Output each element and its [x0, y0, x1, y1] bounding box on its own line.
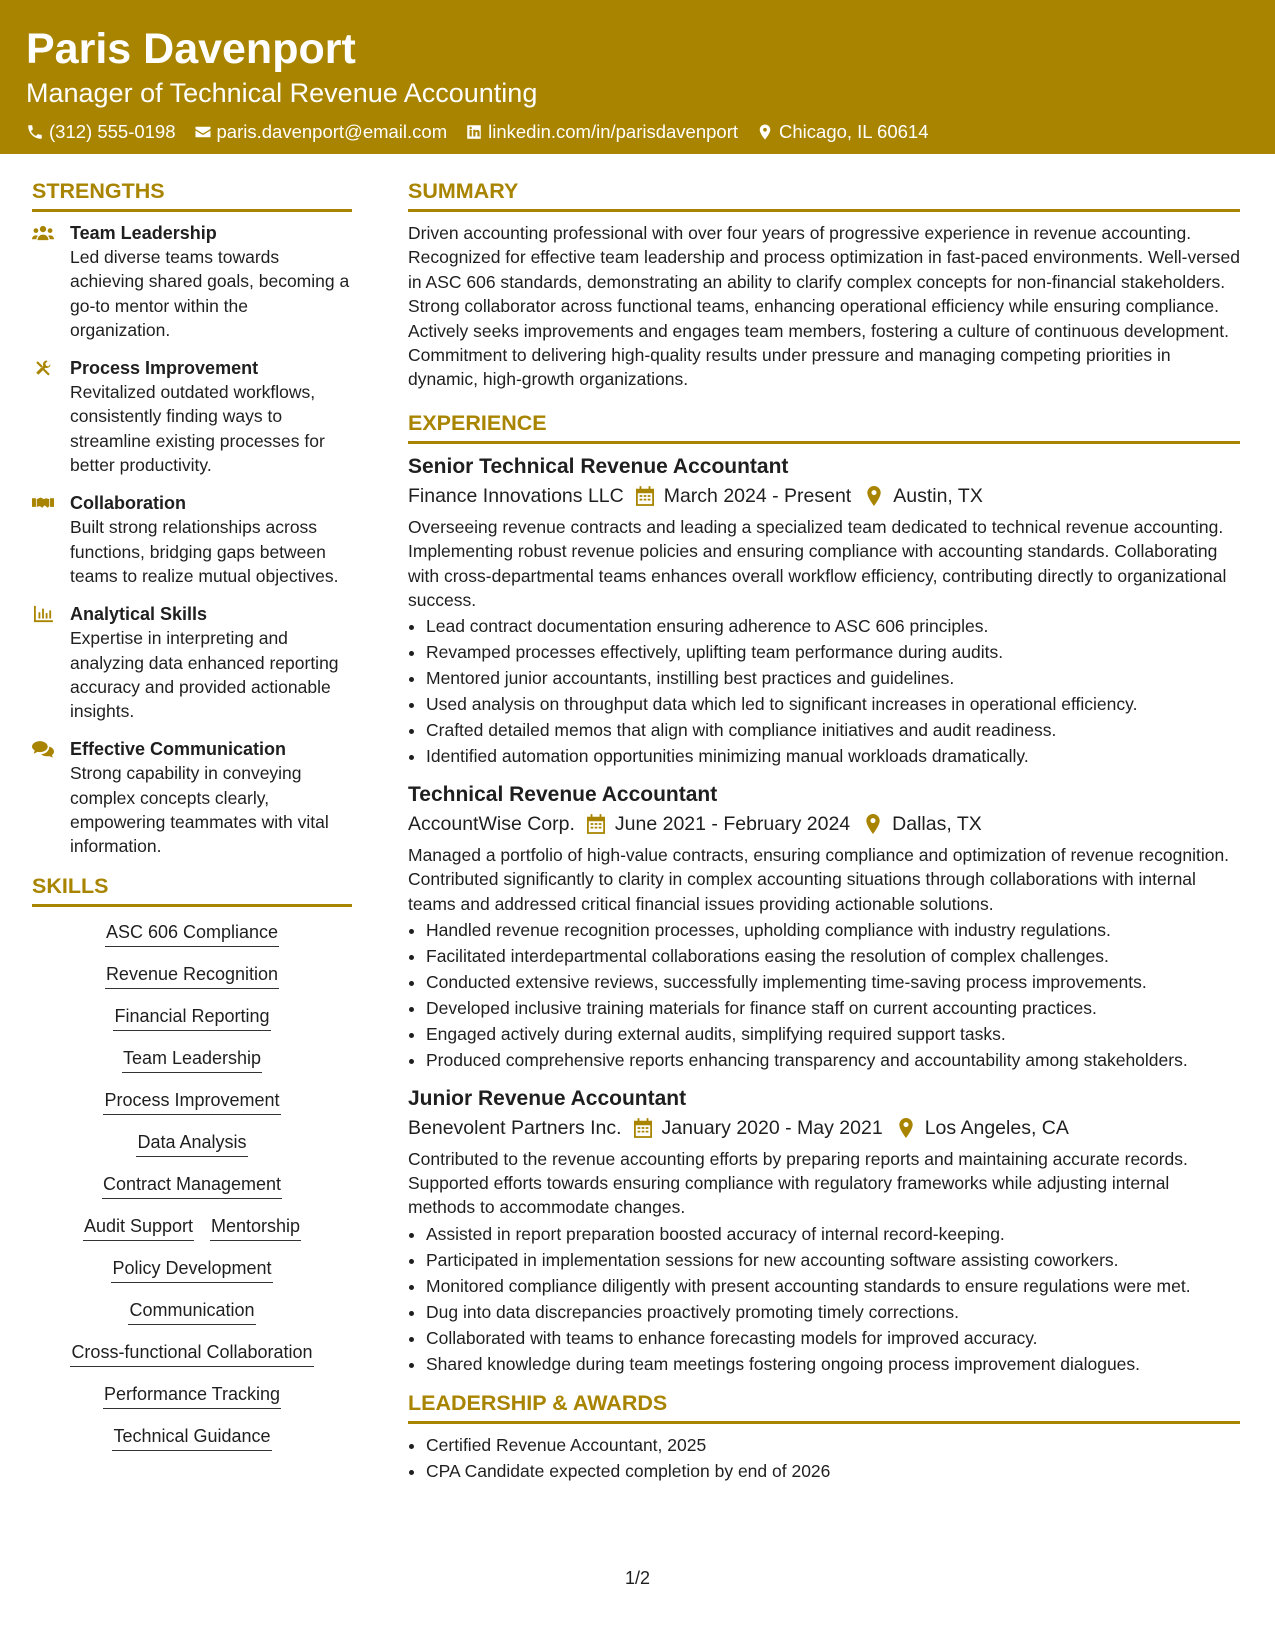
- job-title: Technical Revenue Accountant: [408, 782, 718, 806]
- skill-tag: Data Analysis: [136, 1130, 247, 1157]
- handshake-icon: [32, 494, 54, 512]
- list-item: • Crafted detailed memos that align with compliance initiatives and audit readiness.: [426, 718, 1240, 742]
- strength-title: Process Improvement: [70, 358, 259, 379]
- phone-text: (312) 555-0198: [49, 121, 176, 142]
- list-item: • Conducted extensive reviews, successfully implementing time-saving process improvements.: [426, 970, 1240, 994]
- skill-tag: Financial Reporting: [113, 1004, 270, 1031]
- list-item: • Certified Revenue Accountant, 2025: [426, 1433, 1240, 1457]
- contact-email[interactable]: [194, 120, 448, 144]
- comments-icon: [32, 740, 54, 758]
- page-number: 1/2: [624, 1568, 651, 1588]
- strengths-heading: STRENGTHS: [32, 178, 352, 212]
- strength-item: [32, 356, 352, 477]
- job-entry: [408, 1085, 1240, 1377]
- skill-tag: ASC 606 Compliance: [105, 920, 279, 947]
- email-text: paris.davenport@email.com: [216, 121, 448, 142]
- job-meta: [408, 481, 1240, 511]
- left-column: [32, 178, 352, 1466]
- summary-text: Driven accounting professional with over four years of progressive experience in revenue accounting. Recognized for effective team leadership and process optimization in fast-paced environments. Well-versed in ASC 606 standards, demonstrating an ability to clarify complex concepts for non-financial stakeholders. Strong collaborator across functional teams, enhancing operational efficiency while ensuring compliance. Actively seeks improvements and engages team members, fostering a culture of continuous development. Commitment to delivering high-quality results under pressure and managing competing priorities in dynamic, high-growth organizations.: [408, 223, 1241, 390]
- tools-icon: [32, 359, 54, 377]
- company-name: Finance Innovations LLC: [408, 484, 624, 507]
- strength-title: Effective Communication: [70, 739, 287, 760]
- location-text: Chicago, IL 60614: [779, 121, 929, 142]
- contact-location: [756, 120, 928, 144]
- phone-icon: [26, 123, 44, 141]
- skill-tag: Performance Tracking: [103, 1382, 281, 1409]
- candidate-name: Paris Davenport: [26, 25, 356, 73]
- resume-header: [0, 0, 1275, 154]
- calendar-icon: [636, 486, 654, 506]
- list-item: • Engaged actively during external audits, simplifying required support tasks.: [426, 1022, 1240, 1046]
- job-description: Overseeing revenue contracts and leading a specialized team dedicated to technical revenue accounting. Implementing robust revenue policies and ensuring compliance with accounting standards. Collaborating with cross-departmental teams enhances overall workflow efficiency, contributing directly to organizational success.: [408, 516, 1227, 611]
- skill-tag: Revenue Recognition: [105, 962, 279, 989]
- envelope-icon: [194, 123, 212, 141]
- job-location: Dallas, TX: [892, 812, 982, 835]
- strength-item: [32, 737, 352, 858]
- list-item: • Shared knowledge during team meetings fostering ongoing process improvement dialogues.: [426, 1352, 1240, 1376]
- skill-tag: Team Leadership: [122, 1046, 262, 1073]
- map-pin-icon: [864, 814, 882, 834]
- skill-tag: Technical Guidance: [112, 1424, 271, 1451]
- list-item: • Assisted in report preparation boosted accuracy of internal record-keeping.: [426, 1222, 1240, 1246]
- skill-tag: Audit Support: [83, 1214, 194, 1241]
- job-description: Managed a portfolio of high-value contracts, ensuring compliance and optimization of revenue recognition. Contributed significantly to clarity in complex accounting situations through collaborations with internal teams and addressed critical financial issues providing actionable solutions.: [408, 844, 1230, 914]
- list-item: • Handled revenue recognition processes, upholding compliance with industry regulations.: [426, 918, 1240, 942]
- job-description: Contributed to the revenue accounting efforts by preparing reports and maintaining accurate records. Supported efforts towards ensuring compliance with regulatory frameworks while adjusting internal methods to accommodate changes.: [408, 1148, 1188, 1218]
- job-bullets: [408, 918, 1240, 1072]
- list-item: • Collaborated with teams to enhance forecasting models for improved accuracy.: [426, 1326, 1240, 1350]
- awards-heading: LEADERSHIP & AWARDS: [408, 1390, 1240, 1424]
- job-title: Junior Revenue Accountant: [408, 1086, 687, 1110]
- strength-item: [32, 602, 352, 723]
- skills-heading: SKILLS: [32, 873, 352, 907]
- calendar-icon: [634, 1118, 652, 1138]
- skill-tag: Cross-functional Collaboration: [70, 1340, 313, 1367]
- list-item: • Used analysis on throughput data which led to significant increases in operational efficiency.: [426, 692, 1240, 716]
- strength-desc: Revitalized outdated workflows, consistently finding ways to streamline existing processes for better productivity.: [70, 382, 325, 476]
- list-item: • Dug into data discrepancies proactively promoting timely corrections.: [426, 1300, 1240, 1324]
- list-item: • Monitored compliance diligently with present accounting standards to ensure regulations were met.: [426, 1274, 1240, 1298]
- strength-item: [32, 491, 352, 588]
- job-entry: [408, 781, 1240, 1073]
- skill-tag: Communication: [128, 1298, 255, 1325]
- skill-tag: Mentorship: [210, 1214, 301, 1241]
- list-item: • Participated in implementation sessions for new accounting software assisting coworkers.: [426, 1248, 1240, 1272]
- job-dates: March 2024 - Present: [663, 484, 852, 507]
- strength-desc: Expertise in interpreting and analyzing data enhanced reporting accuracy and provided actionable insights.: [70, 628, 339, 722]
- skill-tag: Contract Management: [102, 1172, 282, 1199]
- list-item: • Revamped processes effectively, uplifting team performance during audits.: [426, 640, 1240, 664]
- list-item: • Produced comprehensive reports enhancing transparency and accountability among stakeholders.: [426, 1048, 1240, 1072]
- company-name: Benevolent Partners Inc.: [408, 1116, 622, 1139]
- contact-bar: [26, 120, 1249, 144]
- job-bullets: [408, 1222, 1240, 1376]
- job-location: Los Angeles, CA: [924, 1116, 1069, 1139]
- map-pin-icon: [865, 486, 883, 506]
- job-bullets: [408, 614, 1240, 768]
- skills-list: [32, 920, 352, 1451]
- awards-list: [408, 1433, 1240, 1483]
- job-entry: [408, 453, 1240, 769]
- contact-phone[interactable]: [26, 120, 176, 144]
- job-location: Austin, TX: [893, 484, 983, 507]
- skill-tag: Process Improvement: [103, 1088, 280, 1115]
- list-item: • Facilitated interdepartmental collaborations easing the resolution of complex challenges.: [426, 944, 1240, 968]
- strength-title: Analytical Skills: [70, 604, 208, 625]
- list-item: • Mentored junior accountants, instilling best practices and guidelines.: [426, 666, 1240, 690]
- strength-title: Collaboration: [70, 493, 186, 514]
- right-column: [408, 178, 1240, 1485]
- list-item: • Identified automation opportunities minimizing manual workloads dramatically.: [426, 744, 1240, 768]
- users-icon: [32, 224, 54, 242]
- candidate-title: Manager of Technical Revenue Accounting: [26, 78, 538, 108]
- list-item: • Lead contract documentation ensuring adherence to ASC 606 principles.: [426, 614, 1240, 638]
- strength-desc: Built strong relationships across functions, bridging gaps between teams to realize mutual objectives.: [70, 517, 339, 586]
- map-pin-icon: [756, 123, 774, 141]
- strength-desc: Strong capability in conveying complex concepts clearly, empowering teammates with vital information.: [70, 763, 329, 857]
- company-name: AccountWise Corp.: [408, 812, 575, 835]
- list-item: • Developed inclusive training materials for finance staff on current accounting practices.: [426, 996, 1240, 1020]
- map-pin-icon: [897, 1118, 915, 1138]
- linkedin-text: linkedin.com/in/parisdavenport: [488, 121, 739, 142]
- strength-item: [32, 221, 352, 342]
- contact-linkedin[interactable]: [465, 120, 738, 144]
- strength-desc: Led diverse teams towards achieving shared goals, becoming a go-to mentor within the organization.: [70, 247, 350, 340]
- job-meta: [408, 809, 1240, 839]
- list-item: • CPA Candidate expected completion by end of 2026: [426, 1459, 1240, 1483]
- job-dates: January 2020 - May 2021: [661, 1116, 883, 1139]
- job-meta: [408, 1113, 1240, 1143]
- summary-heading: SUMMARY: [408, 178, 1240, 212]
- experience-heading: EXPERIENCE: [408, 410, 1240, 444]
- job-dates: June 2021 - February 2024: [614, 812, 851, 835]
- skill-tag: Policy Development: [111, 1256, 272, 1283]
- job-title: Senior Technical Revenue Accountant: [408, 454, 789, 478]
- calendar-icon: [587, 814, 605, 834]
- linkedin-icon: [465, 123, 483, 141]
- strength-title: Team Leadership: [70, 223, 217, 243]
- chart-icon: [32, 605, 54, 623]
